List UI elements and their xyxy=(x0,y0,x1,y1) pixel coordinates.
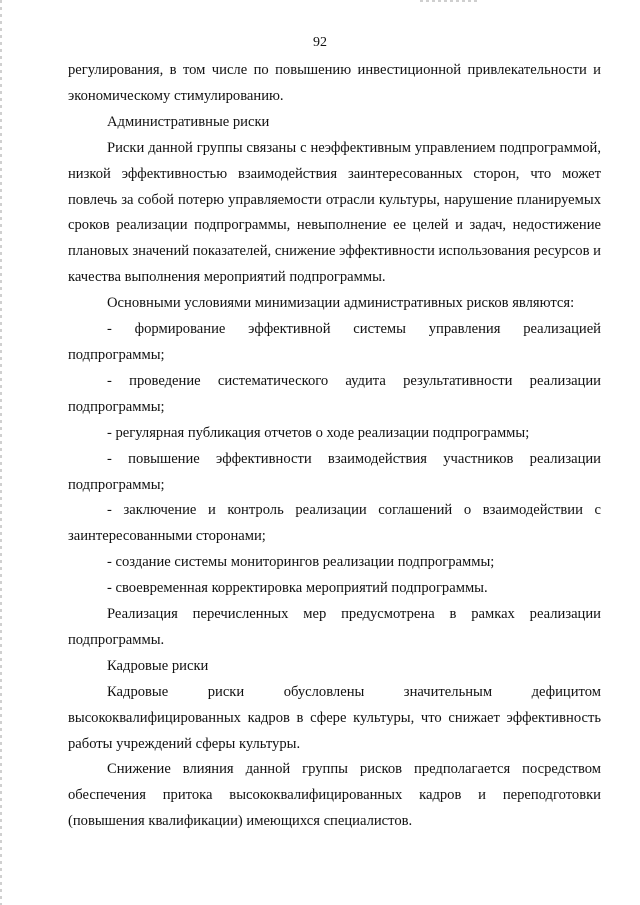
page-number: 92 xyxy=(313,35,327,50)
list-item: - формирование эффективной системы управления реализацией подпрограммы; xyxy=(68,321,601,363)
document-body xyxy=(68,58,601,835)
paragraph-measures-summary: Реализация перечисленных мер предусмотрена в рамках реализации подпрограммы. xyxy=(68,606,601,648)
list-item: - своевременная корректировка мероприятий подпрограммы. xyxy=(107,580,488,597)
paragraph-personnel-risks-description: Кадровые риски обусловлены значительным дефицитом высококвалифицированных кадров в сфере культуры, что снижает эффективность работы учреждений сферы культуры. xyxy=(68,683,601,752)
list-item: - заключение и контроль реализации соглашений о взаимодействии с заинтересованными сторонами; xyxy=(68,502,601,545)
paragraph-continuation: регулирования, в том числе по повышению инвестиционной привлекательности и экономическому стимулированию. xyxy=(68,62,601,104)
list-item: - проведение систематического аудита результативности реализации подпрограммы; xyxy=(68,372,601,415)
list-item: - повышение эффективности взаимодействия участников реализации подпрограммы; xyxy=(68,450,601,493)
scan-edge-top xyxy=(420,0,480,2)
section-heading-personnel-risks: Кадровые риски xyxy=(107,657,209,674)
list-item: - создание системы мониторингов реализации подпрограммы; xyxy=(107,554,495,571)
scan-edge-left xyxy=(0,0,2,905)
list-item: - регулярная публикация отчетов о ходе реализации подпрограммы; xyxy=(107,424,530,441)
paragraph-personnel-risks-mitigation: Снижение влияния данной группы рисков предполагается посредством обеспечения притока высококвалифицированных кадров и переподготовки (повышения квалификации) имеющихся специалистов. xyxy=(68,761,601,830)
section-heading-administrative-risks: Административные риски xyxy=(107,113,270,130)
paragraph-minimization-conditions: Основными условиями минимизации административных рисков являются: xyxy=(107,295,575,312)
paragraph-administrative-risks-description: Риски данной группы связаны с неэффективным управлением подпрограммой, низкой эффективностью взаимодействия заинтересованных сторон, что может повлечь за собой потерю управляемости отрасли культуры, нарушение планируемых сроков реализации подпрограммы, невыполнение ее целей и задач, недостижение плановых значений показателей, снижение эффективности использования ресурсов и качества выполнения мероприятий подпрограммы. xyxy=(68,139,601,286)
